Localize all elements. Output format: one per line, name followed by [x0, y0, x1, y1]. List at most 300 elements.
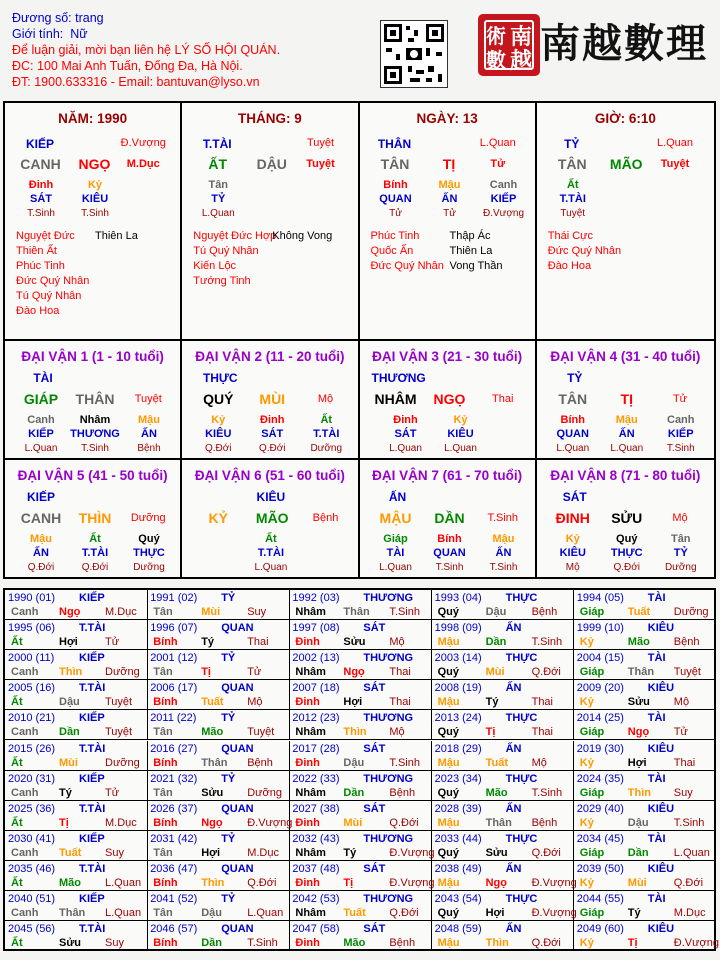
pillar-stem: TÂN — [557, 156, 587, 172]
year-label: 2046 (57) — [150, 923, 198, 936]
year-cell — [147, 650, 290, 680]
year-god: THƯƠNG — [363, 652, 414, 665]
year-state: Mộ — [673, 696, 690, 709]
year-label: 2044 (55) — [576, 893, 624, 905]
year-state: Mộ — [531, 756, 547, 769]
pillar-god-state: L.Quan — [656, 137, 694, 149]
hidden-stem: Quý — [138, 533, 160, 545]
year-state: Tuyệt — [673, 666, 701, 679]
pillar-branch: DẬU — [256, 156, 287, 172]
hidden-state: L.Quan — [556, 443, 590, 454]
year-stem: Kỷ — [579, 696, 594, 709]
dai-van-stem: CANH — [20, 510, 62, 526]
dai-van-god: THƯƠNG — [371, 371, 426, 385]
year-god: KIẾP — [79, 652, 105, 665]
year-cell — [574, 710, 717, 740]
year-state: Bệnh — [531, 816, 558, 829]
star-item: Phúc Tinh — [370, 230, 420, 242]
year-branch: Dậu — [343, 756, 365, 769]
dai-van-branch: THÂN — [75, 391, 115, 407]
year-god: THỰC — [505, 893, 538, 905]
year-god: TỶ — [221, 652, 236, 665]
pillar-god: TỶ — [564, 137, 580, 151]
star-item: Nguyệt Đức — [16, 230, 75, 242]
year-label: 1996 (07) — [150, 622, 198, 635]
dai-van-god: THỰC — [202, 371, 238, 385]
year-stem: Ất — [11, 636, 23, 649]
year-state: Thai — [389, 666, 411, 679]
year-god: SÁT — [363, 622, 386, 635]
dai-van-god: TÀI — [33, 371, 53, 385]
year-state: Suy — [673, 786, 693, 799]
dai-van-stem: QUÝ — [203, 391, 234, 407]
pillar-god: THÂN — [377, 137, 412, 151]
year-cell — [574, 861, 717, 891]
hidden-stem: Đinh — [260, 414, 285, 426]
year-cell — [432, 590, 575, 620]
dai-van-title: ĐẠI VẬN 5 (41 - 50 tuổi) — [17, 468, 168, 483]
year-label: 2009 (20) — [576, 682, 624, 695]
year-stem: Giáp — [579, 907, 605, 919]
year-cell — [147, 590, 290, 620]
year-cell — [289, 590, 432, 620]
star-item: Thập Ác — [449, 230, 491, 242]
year-label: 1997 (08) — [292, 622, 340, 635]
year-label: 2010 (21) — [8, 712, 56, 725]
year-label: 2003 (14) — [434, 652, 482, 665]
hidden-god: ẤN — [495, 547, 512, 559]
year-stem: Mậu — [437, 696, 460, 709]
year-stem: Nhâm — [295, 666, 326, 679]
hidden-state: T.Sinh — [666, 443, 695, 454]
year-state: Đ.Vượng — [389, 846, 435, 859]
year-branch: Thìn — [627, 786, 652, 799]
year-label: 2014 (25) — [576, 712, 624, 725]
hidden-state: L.Quan — [254, 562, 288, 573]
dai-van-title: ĐẠI VẬN 3 (21 - 30 tuổi) — [372, 349, 523, 364]
year-branch: Tuất — [201, 696, 224, 709]
year-label: 2013 (24) — [434, 712, 482, 725]
year-stem: Quý — [437, 786, 459, 799]
hidden-god: ẤN — [618, 428, 635, 440]
dai-van-stem: MẬU — [379, 510, 412, 526]
year-stem: Bính — [153, 876, 178, 889]
hidden-god: QUAN — [433, 547, 466, 559]
year-branch: Tị — [343, 876, 354, 889]
hidden-state: Dưỡng — [664, 562, 697, 573]
dai-van-god: SÁT — [562, 490, 587, 504]
year-god: TỶ — [221, 712, 236, 725]
year-god: THỰC — [505, 832, 538, 845]
hidden-god: THỰC — [133, 547, 165, 559]
year-cell — [432, 861, 575, 891]
year-branch: Dần — [59, 726, 80, 739]
dai-van-branch: THÌN — [78, 510, 112, 526]
year-god: ẤN — [505, 923, 522, 936]
year-state: Dưỡng — [673, 606, 709, 618]
hidden-stem: Canh — [667, 414, 695, 426]
year-branch: Ngọ — [627, 726, 650, 739]
year-cell — [574, 650, 717, 680]
year-god: QUAN — [221, 742, 254, 755]
hidden-state: L.Quan — [610, 443, 644, 454]
year-cell — [432, 650, 575, 680]
hidden-god: QUAN — [556, 428, 589, 440]
year-stem: Tân — [153, 606, 173, 618]
contact-line: Để luận giải, mời bạn liên hệ LÝ SỐ HỘI QUÁN. — [12, 43, 281, 57]
year-branch: Tuất — [343, 907, 366, 919]
year-god: ẤN — [505, 862, 522, 875]
pillar-cell — [5, 103, 182, 341]
year-cell — [5, 771, 148, 801]
year-cell — [574, 620, 717, 650]
year-cell — [5, 921, 148, 951]
year-god: SÁT — [363, 802, 386, 815]
year-stem: Ất — [11, 756, 23, 769]
hidden-stem: Kỷ — [87, 179, 103, 191]
star-item: Thiên La — [95, 230, 138, 242]
star-item: Phúc Tinh — [16, 260, 65, 272]
year-branch: Tý — [343, 846, 357, 859]
year-cell — [289, 710, 432, 740]
year-cell — [147, 921, 290, 951]
year-state: Thai — [531, 726, 553, 739]
pillar-god: T.TÀI — [202, 137, 232, 151]
hidden-god: SÁT — [394, 428, 417, 440]
year-stem: Canh — [11, 726, 39, 739]
pillar-branch: NGỌ — [78, 156, 111, 172]
year-state: Bệnh — [389, 937, 416, 950]
year-cell — [574, 771, 717, 801]
year-branch: Thìn — [201, 876, 225, 889]
hidden-god: ẤN — [441, 193, 458, 205]
year-state: Đ.Vượng — [531, 876, 577, 889]
year-stem: Tân — [153, 666, 173, 679]
star-item: Không Vong — [272, 230, 333, 242]
year-branch: Sửu — [59, 937, 82, 950]
year-cell — [289, 620, 432, 650]
hidden-state: L.Quan — [24, 443, 58, 454]
year-branch: Mùi — [627, 876, 647, 889]
year-label: 2007 (18) — [292, 682, 340, 695]
hidden-god: SÁT — [30, 193, 52, 205]
year-label: 1999 (10) — [576, 622, 624, 635]
year-god: T.TÀI — [79, 622, 106, 635]
hidden-stem: Giáp — [383, 533, 408, 545]
year-branch: Thân — [343, 606, 370, 618]
year-branch: Thân — [201, 756, 228, 769]
year-cell — [5, 891, 148, 921]
year-cell — [574, 831, 717, 861]
year-label: 2035 (46) — [8, 862, 56, 875]
year-cell — [432, 680, 575, 710]
dai-van-stem: ĐINH — [555, 510, 590, 526]
year-branch: Thìn — [485, 937, 509, 950]
year-cell — [5, 741, 148, 771]
year-cell — [574, 801, 717, 831]
year-stem: Bính — [153, 816, 178, 829]
year-label: 2005 (16) — [8, 682, 56, 695]
year-god: TÀI — [647, 712, 666, 725]
year-branch: Dần — [343, 786, 365, 799]
year-god: TÀI — [647, 652, 666, 665]
hidden-stem: Ất — [320, 414, 333, 426]
year-state: Thai — [247, 636, 269, 649]
star-item: Đức Quý Nhân — [370, 260, 444, 272]
year-cell — [147, 801, 293, 831]
year-label: 2042 (53) — [292, 893, 340, 905]
year-branch: Mão — [343, 937, 366, 950]
year-state: Tuyệt — [247, 726, 275, 739]
seal-stamp — [478, 14, 540, 76]
year-god: THƯƠNG — [363, 893, 414, 905]
star-item: Thái Cực — [547, 230, 594, 242]
year-stem: Bính — [153, 636, 178, 649]
year-branch: Mão — [201, 726, 224, 739]
year-label: 2022 (33) — [292, 772, 340, 785]
year-label: 1992 (03) — [292, 592, 340, 604]
hidden-state: L.Quan — [379, 562, 412, 573]
year-state: Q.Đới — [673, 876, 704, 889]
dai-van-title: ĐẠI VẬN 6 (51 - 60 tuổi) — [194, 468, 345, 483]
year-god: T.TÀI — [79, 923, 106, 936]
year-branch: Dậu — [201, 907, 222, 919]
year-cell — [432, 710, 575, 740]
year-cell — [147, 741, 290, 771]
hidden-god: T.TÀI — [313, 428, 340, 440]
year-label: 2040 (51) — [8, 893, 56, 905]
year-stem: Canh — [11, 666, 39, 679]
year-stem: Nhâm — [295, 606, 326, 618]
year-stem: Nhâm — [295, 907, 326, 919]
dai-van-god: ẤN — [388, 490, 407, 504]
hidden-god: ẤN — [33, 547, 49, 559]
year-branch: Thìn — [59, 666, 83, 679]
hidden-state: Q.Đới — [613, 562, 641, 573]
dai-van-cell — [5, 460, 182, 579]
dai-van-stem: GIÁP — [23, 391, 59, 407]
dai-van-cell — [5, 341, 182, 460]
year-cell — [432, 831, 575, 861]
year-cell — [289, 861, 435, 891]
year-label: 1990 (01) — [8, 592, 56, 604]
hidden-stem: Đinh — [28, 179, 54, 191]
year-label: 2012 (23) — [292, 712, 340, 725]
year-god: ẤN — [505, 742, 522, 755]
year-god: T.TÀI — [79, 742, 106, 755]
dai-van-state: Bệnh — [312, 512, 339, 524]
year-stem: Mậu — [437, 756, 460, 769]
dai-van-branch: TỊ — [620, 391, 633, 407]
year-stem: Mậu — [437, 636, 460, 649]
year-cell — [5, 590, 148, 620]
star-item: Tú Quý Nhân — [193, 245, 259, 257]
year-god: QUAN — [221, 802, 254, 815]
year-label: 2047 (58) — [292, 923, 340, 936]
year-label: 2008 (19) — [434, 682, 482, 695]
year-god: KIẾP — [79, 832, 105, 845]
year-state: L.Quan — [247, 907, 284, 919]
seal-char: 術 — [486, 24, 506, 48]
star-item: Thiên La — [449, 245, 493, 257]
year-label: 2026 (37) — [150, 802, 198, 815]
year-stem: Quý — [437, 726, 459, 739]
year-cell — [574, 741, 717, 771]
year-god: ẤN — [505, 622, 522, 635]
year-state: Thai — [673, 756, 696, 769]
dai-van-stem: TÂN — [558, 391, 588, 407]
year-god: SÁT — [363, 923, 386, 936]
year-label: 2025 (36) — [8, 802, 56, 815]
year-state: Suy — [105, 846, 124, 859]
star-item: Tướng Tinh — [193, 275, 251, 287]
year-table — [3, 588, 719, 951]
dai-van-branch: MÃO — [255, 510, 289, 526]
hidden-state: L.Quan — [201, 208, 235, 219]
year-god: THỰC — [505, 652, 538, 665]
seal-char: 數 — [486, 48, 506, 72]
year-state: Thai — [389, 696, 411, 709]
gender-value: Nữ — [70, 27, 88, 41]
year-stem: Mậu — [437, 816, 460, 829]
dai-van-title: ĐẠI VẬN 4 (31 - 40 tuổi) — [550, 349, 701, 364]
year-stem: Canh — [11, 907, 39, 919]
year-stem: Đinh — [295, 937, 320, 950]
dai-van-cell — [360, 460, 537, 579]
hidden-stem: Kỷ — [565, 533, 580, 545]
year-state: Q.Đới — [531, 937, 561, 950]
year-branch: Hợi — [485, 907, 505, 919]
pillar-cell — [360, 103, 537, 341]
gender — [12, 26, 280, 42]
year-label: 2028 (39) — [434, 802, 482, 815]
year-stem: Giáp — [579, 786, 605, 799]
year-stem: Đinh — [295, 636, 320, 649]
hidden-state: T.Sinh — [81, 208, 109, 219]
year-cell — [147, 831, 290, 861]
year-state: Q.Đới — [247, 876, 277, 889]
year-state: T.Sinh — [531, 786, 563, 799]
year-branch: Mão — [59, 876, 81, 889]
year-state: Thai — [531, 696, 553, 709]
hidden-stem: Mậu — [438, 179, 461, 191]
year-state: Suy — [247, 606, 267, 618]
year-label: 2004 (15) — [576, 652, 624, 665]
star-item: Đức Quý Nhân — [16, 275, 90, 287]
hidden-stem: Ất — [265, 533, 277, 545]
hidden-stem: Kỷ — [211, 414, 226, 426]
dai-van-cell — [360, 341, 537, 460]
pillar-state: M.Dục — [126, 158, 160, 170]
pillar-god: KIẾP — [25, 137, 54, 151]
hidden-stem: Quý — [616, 533, 638, 545]
hidden-state: Đ.Vượng — [482, 208, 525, 219]
year-state: T.Sinh — [389, 756, 420, 769]
hidden-god: KIÊU — [81, 193, 109, 205]
dai-van-title: ĐẠI VẬN 1 (1 - 10 tuổi) — [21, 349, 164, 364]
pillar-branch: TỊ — [442, 156, 456, 172]
year-state: Đ.Vượng — [389, 876, 435, 889]
year-god: THỰC — [505, 712, 538, 725]
year-god: THỰC — [505, 772, 538, 785]
year-stem: Quý — [437, 666, 459, 679]
qr-code-icon[interactable] — [380, 20, 448, 88]
pillar-cell — [537, 103, 714, 341]
year-stem: Tân — [153, 786, 173, 799]
hidden-stem: Đinh — [393, 414, 418, 426]
year-stem: Nhâm — [295, 786, 326, 799]
year-god: KIẾP — [79, 592, 105, 604]
year-cell — [289, 831, 435, 861]
star-item: Đào Hoa — [16, 305, 60, 317]
year-god: KIÊU — [647, 682, 675, 695]
year-state: Đ.Vượng — [247, 816, 293, 829]
year-state: Q.Đới — [389, 816, 419, 829]
year-god: T.TÀI — [79, 682, 106, 695]
year-stem: Đinh — [295, 756, 320, 769]
year-cell — [574, 891, 717, 921]
year-cell — [432, 891, 575, 921]
year-label: 2049 (60) — [576, 923, 624, 936]
year-state: Tuyệt — [105, 696, 133, 709]
year-state: Mộ — [389, 726, 405, 739]
hidden-stem: Mậu — [30, 533, 52, 545]
hidden-stem: Nhâm — [79, 414, 111, 426]
hidden-stem: Bính — [383, 179, 408, 191]
year-label: 2041 (52) — [150, 893, 198, 905]
year-god: TÀI — [647, 832, 666, 845]
year-branch: Thân — [485, 816, 512, 829]
year-branch: Tý — [201, 636, 215, 649]
year-state: T.Sinh — [531, 636, 563, 649]
year-label: 2002 (13) — [292, 652, 340, 665]
year-cell — [147, 680, 290, 710]
year-branch: Mùi — [485, 666, 505, 679]
pillar-stem: TÂN — [380, 156, 410, 172]
year-god: TỶ — [221, 592, 236, 604]
year-branch: Dậu — [485, 606, 507, 618]
year-cell — [432, 921, 575, 951]
year-stem: Ất — [11, 876, 23, 889]
year-label: 1994 (05) — [576, 592, 624, 604]
year-label: 2036 (47) — [150, 862, 198, 875]
year-label: 2038 (49) — [434, 862, 482, 875]
year-label: 2019 (30) — [576, 742, 624, 755]
seal-char: 越 — [510, 48, 533, 74]
star-item: Tú Quý Nhân — [16, 290, 82, 302]
year-branch: Tị — [485, 726, 496, 739]
year-state: Mộ — [247, 696, 263, 709]
year-branch: Hợi — [59, 636, 78, 649]
year-stem: Bính — [153, 696, 178, 709]
hidden-state: Dưỡng — [133, 562, 165, 573]
year-state: Q.Đới — [531, 666, 561, 679]
year-stem: Giáp — [579, 726, 605, 739]
year-god: KIÊU — [647, 923, 675, 936]
year-stem: Giáp — [579, 846, 605, 859]
year-state: Suy — [105, 937, 124, 950]
year-cell — [5, 861, 148, 891]
hidden-state: Q.Đới — [258, 443, 286, 454]
year-label: 2030 (41) — [8, 832, 56, 845]
year-cell — [5, 650, 148, 680]
hidden-state: Q.Đới — [204, 443, 232, 454]
year-stem: Quý — [437, 606, 459, 618]
year-cell — [147, 710, 290, 740]
hidden-god: QUAN — [379, 193, 412, 205]
year-label: 2020 (31) — [8, 772, 56, 785]
year-god: QUAN — [221, 682, 254, 695]
